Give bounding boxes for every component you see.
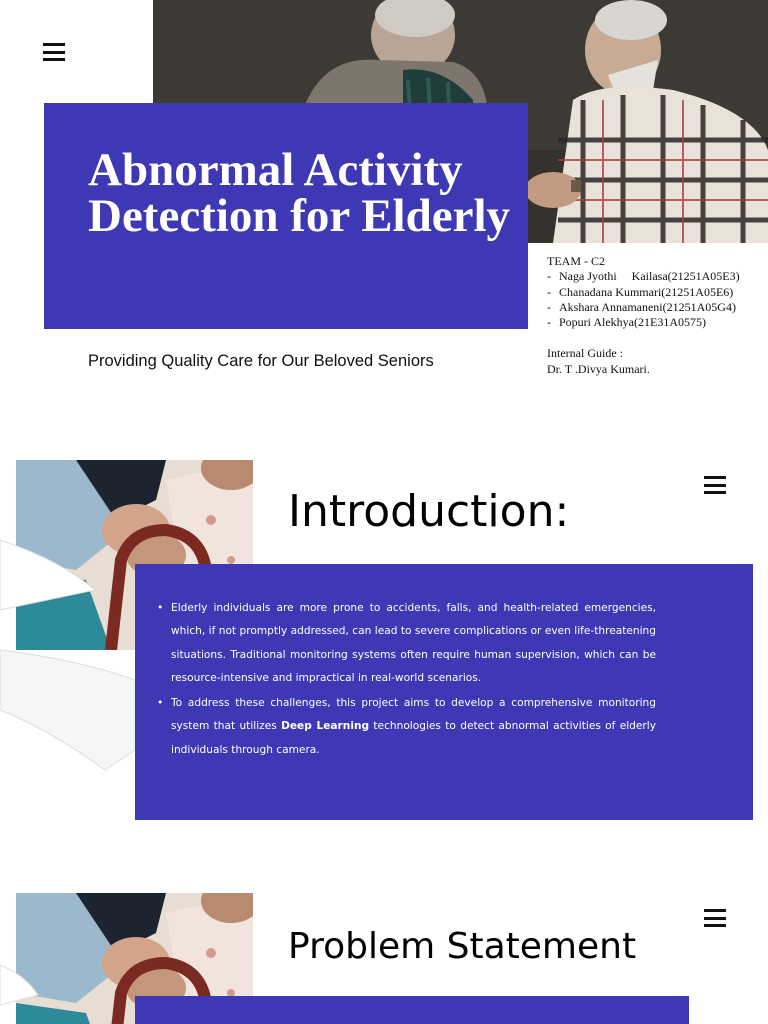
team-label: TEAM - C2 (547, 254, 605, 268)
bullet-text: Elderly individuals are more prone to accidents, falls, and health-related emergencies, which, if not promptly addressed, can lead to severe complications or even life-threatening situations. Traditional monitoring systems often require human supervision, which can be resource-intensive and impractical in real-world scenarios. (171, 602, 656, 684)
problem-statement-title: Problem Statement (288, 926, 637, 967)
list-item (171, 692, 656, 762)
guide-name: Dr. T .Divya Kumari. (547, 361, 650, 376)
decorative-wave-shape (0, 520, 140, 780)
guide-label: Internal Guide : (547, 346, 623, 361)
menu-icon[interactable] (43, 43, 65, 61)
bullet-text-pre: To address these challenges, this project aims to develop a comprehensive monitoring system that utilizes (171, 697, 656, 733)
presentation-subtitle: Providing Quality Care for Our Beloved Seniors (88, 352, 434, 370)
introduction-content-box (135, 564, 753, 820)
member-dash: - (547, 269, 551, 284)
problem-statement-content-box (135, 996, 689, 1024)
member-name: Popuri Alekhya(21E31A0575) (559, 315, 706, 330)
bullet-text-post: technologies to detect abnormal activities of elderly individuals through camera. (171, 720, 656, 756)
member-dash: - (547, 284, 551, 299)
menu-icon[interactable] (704, 909, 726, 927)
team-member (547, 300, 762, 315)
member-dash: - (547, 299, 551, 314)
presentation-title: Abnormal Activity Detection for Elderly (88, 144, 511, 242)
introduction-title: Introduction: (288, 486, 570, 537)
member-dash: - (547, 315, 551, 330)
team-member (547, 285, 762, 300)
team-info (547, 254, 762, 377)
member-name: Akshara Annamaneni(21251A05G4) (559, 299, 736, 314)
list-item (171, 597, 656, 690)
team-member (547, 269, 762, 284)
member-name: Chanadana Kummari(21251A05E6) (559, 284, 734, 299)
decorative-wave-shape (0, 955, 40, 1024)
team-member (547, 315, 762, 330)
menu-icon[interactable] (704, 476, 726, 494)
introduction-bullets (171, 597, 656, 762)
member-name: Naga Jyothi Kailasa(21251A05E3) (559, 269, 740, 284)
bullet-text-bold: Deep Learning (281, 720, 370, 733)
